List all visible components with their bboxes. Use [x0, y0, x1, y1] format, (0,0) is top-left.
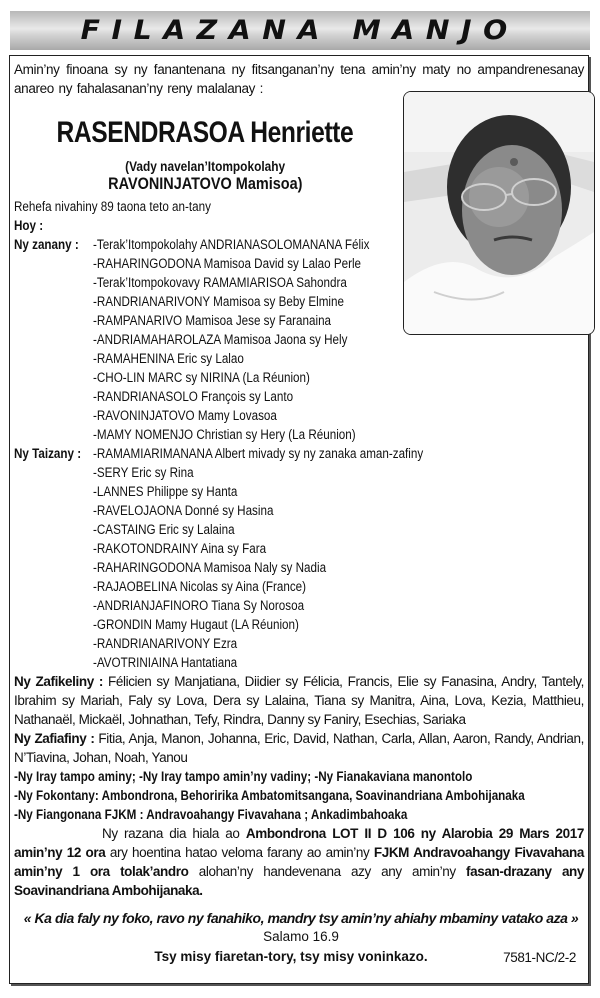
verse-quote: « Ka dia faly ny foko, ravo ny fanahiko, mandry tsy amin’ny ahiahy mbaminy vatako aza » — [23, 910, 579, 926]
grandchildren-label: Ny Zafikeliny : — [14, 674, 103, 689]
list-item: -RAMAMIARIMANANA Albert mivady sy ny zanaka aman-zafiny — [93, 446, 424, 461]
list-item: -RANDRIANARIVONY Mamisoa sy Beby Elmine — [93, 294, 344, 309]
notice-text: Tsy misy fiaretan-tory, tsy misy voninkazo. — [154, 949, 428, 964]
siblings-label: Ny Taizany : — [14, 446, 82, 461]
obituary-box — [9, 55, 589, 984]
list-item: -RANDRIANASOLO François sy Lanto — [93, 389, 294, 404]
others-line-3: -Ny Fiangonana FJKM : Andravoahangy Fivavahana ; Ankadimbahoaka — [14, 807, 408, 822]
funeral-text-3: alohan’ny handevenana azy any amin’ny — [188, 864, 467, 879]
ad-reference: 7581-NC/2-2 — [503, 950, 576, 965]
header-title: FILAZANA MANJO — [80, 15, 520, 46]
list-item: -SERY Eric sy Rina — [93, 465, 194, 480]
list-item: -RAHARINGODONA Mamisoa David sy Lalao Perle — [93, 256, 362, 271]
grandchildren-names: Félicien sy Manjatiana, Diidier sy Félicia, Francis, Elie sy Fanasina, Andry, Tantely, Ibrahim sy Mariah, Faly sy Lova, Dera sy Lalaina, Tiana sy Manitra, Aina, Lova, Kezia, Matthieu, Nathanaël, Mickaël, Johnathan, Tefy, Rindra, Danny sy Faniry, Esechias, Sariaka — [14, 674, 584, 727]
list-item: -RAVONINJATOVO Mamy Lovasoa — [93, 408, 277, 423]
portrait-photo — [403, 91, 595, 335]
widow-line-2: RAVONINJATOVO Mamisoa) — [107, 174, 303, 193]
list-item: -LANNES Philippe sy Hanta — [93, 484, 238, 499]
funeral-burial-place: fasan-drazany any Soavinandriana Ambohijanaka. — [14, 864, 585, 898]
deceased-name: RASENDRASOA Henriette — [56, 116, 354, 149]
header-banner — [10, 11, 590, 50]
list-item: -CHO-LIN MARC sy NIRINA (La Réunion) — [93, 370, 310, 385]
others-line-1: -Ny Iray tampo aminy; -Ny Iray tampo amin’ny vadiny; -Ny Fianakaviana manontolo — [14, 769, 473, 784]
great-grandchildren-paragraph — [14, 729, 584, 767]
list-item: -AVOTRINIAINA Hantatiana — [93, 655, 238, 670]
funeral-location-time: Ambondrona LOT II D 106 ny Alarobia 29 Mars 2017 amin’ny 12 ora — [14, 826, 584, 860]
list-item: -RAKOTONDRAINY Aina sy Fara — [93, 541, 267, 556]
funeral-text-2: ary hoentina hatao veloma farany ao amin’ny — [105, 845, 374, 860]
others-line-2: -Ny Fokontany: Ambondrona, Behoririka Ambatomitsangana, Soavinandriana Ambohijanaka — [14, 788, 525, 803]
funeral-paragraph — [14, 824, 584, 900]
list-item: -RAJAOBELINA Nicolas sy Aina (France) — [93, 579, 307, 594]
list-item: -Terak’Itompokolahy ANDRIANASOLOMANANA Félix — [93, 237, 370, 252]
funeral-text-1: Ny razana dia hiala ao — [102, 826, 246, 841]
list-item: -GRONDIN Mamy Hugaut (LA Réunion) — [93, 617, 299, 632]
widow-line-1: (Vady navelan’Itompokolahy — [124, 158, 286, 174]
grandchildren-paragraph — [14, 672, 584, 729]
list-item: -Terak’Itompokovavy RAMAMIARISOA Sahondra — [93, 275, 347, 290]
portrait-image — [404, 92, 594, 334]
obituary-content — [14, 60, 585, 965]
hoy-label: Hoy : — [14, 218, 44, 233]
verse-reference: Salamo 16.9 — [263, 929, 339, 944]
list-item: -RAMPANARIVO Mamisoa Jese sy Faranaina — [93, 313, 332, 328]
age-text: Rehefa nivahiny 89 taona teto an-tany — [14, 199, 211, 214]
great-grandchildren-label: Ny Zafiafiny : — [14, 731, 95, 746]
list-item: -RAMAHENINA Eric sy Lalao — [93, 351, 244, 366]
list-item: -RAHARINGODONA Mamisoa Naly sy Nadia — [93, 560, 327, 575]
intro-text: Amin’ny finoana sy ny fanantenana ny fitsanganan’ny tena amin’ny maty no ampandrenesanay anareo ny fahalasanan’ny reny malalanay : — [14, 62, 584, 96]
list-item: -CASTAING Eric sy Lalaina — [93, 522, 235, 537]
list-item: -ANDRIANJAFINORO Tiana Sy Norosoa — [93, 598, 305, 613]
list-item: -ANDRIAMAHAROLAZA Mamisoa Jaona sy Hely — [93, 332, 348, 347]
list-item: -MAMY NOMENJO Christian sy Hery (La Réunion) — [93, 427, 356, 442]
list-item: -RAVELOJAONA Donné sy Hasina — [93, 503, 274, 518]
funeral-church-time: FJKM Andravoahangy Fivavahana amin’ny 1 ora tolak’andro — [14, 845, 584, 879]
list-item: -RANDRIANARIVONY Ezra — [93, 636, 238, 651]
children-label: Ny zanany : — [14, 237, 79, 252]
great-grandchildren-names: Fitia, Anja, Manon, Johanna, Eric, David, Nathan, Carla, Allan, Aaron, Randy, Andrian, N’Tiavina, Johan, Noah, Yanou — [14, 731, 584, 765]
